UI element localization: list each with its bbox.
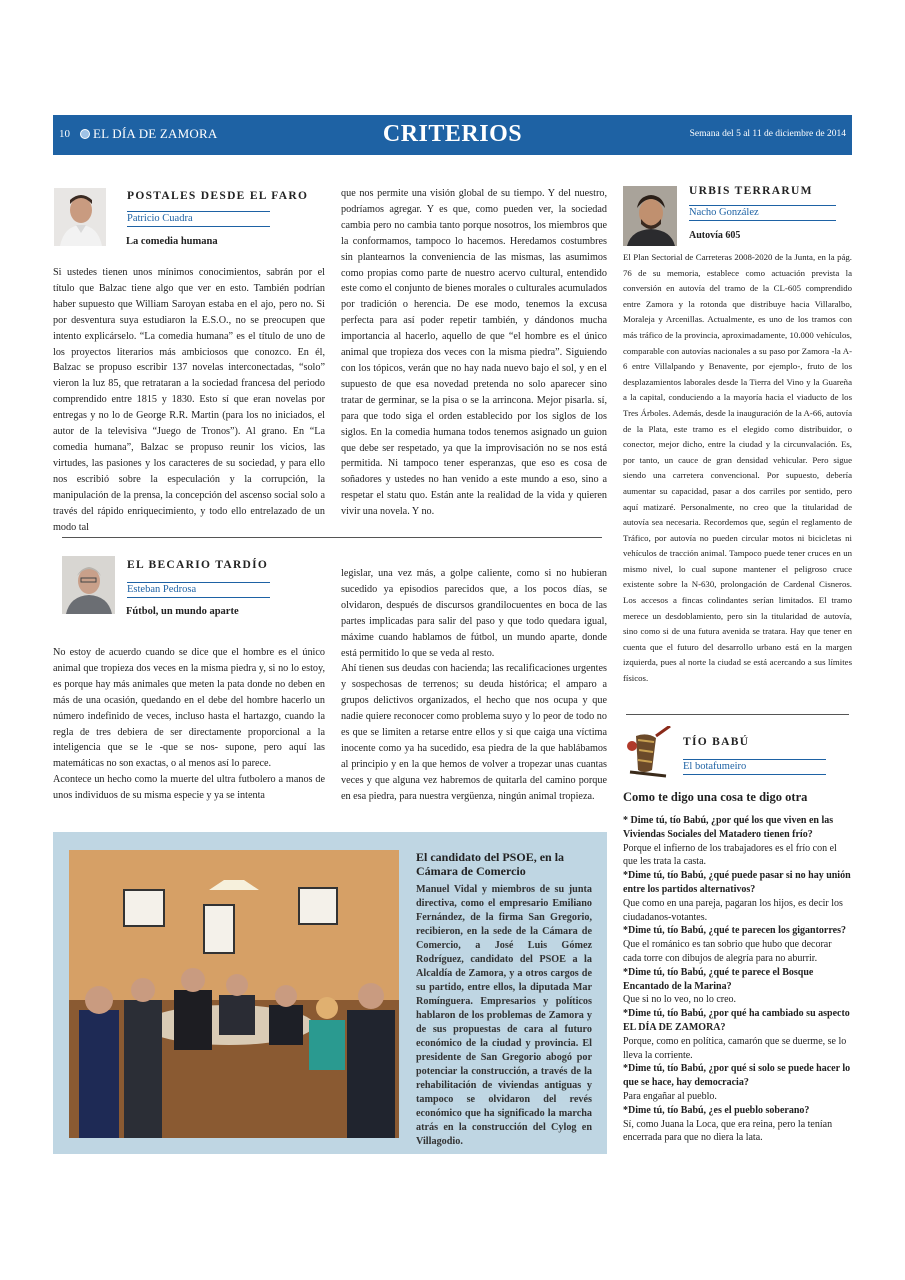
botafumeiro-icon xyxy=(622,726,672,780)
meeting-photo xyxy=(69,850,399,1138)
qa-answer: Porque el infierno de los trabajadores es el frío con el que les trata la casta. xyxy=(623,842,837,868)
qa-answer: Sí, como Juana la Loca, que era reina, pero la tenían encerrada para que no diera la lata. xyxy=(623,1118,833,1144)
article-body-postales-col2 xyxy=(341,186,607,520)
author-link-esteban[interactable]: Esteban Pedrosa xyxy=(127,582,270,598)
tiobabu-heading: Como te digo una cosa te digo otra xyxy=(623,790,808,804)
article-title-postales: La comedia humana xyxy=(126,236,218,247)
qa-question: *Dime tú, tío Babú, ¿qué puede pasar si no hay unión entre los partidos alternativos? xyxy=(623,870,851,895)
paragraph: Ahí tienen sus deudas con hacienda; las recalificaciones urgentes y sospechosas de terrenos; su deuda histórica; el amparo a grupos delictivos organizados, el hecho que nos ocupa y que nadie quiere reconocer como problema suyo y lo peor de todo no es que se limiten a retarse entre ellos y si que caiga una víctima inocente como ya ha sucedido, esa piedra de la que hablábamos al principio y en la que hemos de volver a tropezar unas cuantas veces y que alguna vez habremos de quitarla del camino porque en esa piedra, para nuestra vergüenza, ningún animal tropieza. xyxy=(341,663,607,802)
photo-caption-title: El candidato del PSOE, en la Cámara de Comercio xyxy=(416,850,565,878)
article-body-postales-col1 xyxy=(53,265,325,535)
section-divider xyxy=(626,714,849,715)
column-title-becario: EL BECARIO TARDÍO xyxy=(127,559,269,571)
article-title-becario: Fútbol, un mundo aparte xyxy=(126,606,239,617)
qa-question: * Dime tú, tío Babú, ¿por qué los que viven en las Viviendas Sociales del Matadero tienen frío? xyxy=(623,815,834,840)
column-title-tiobabu: TÍO BABÚ xyxy=(683,736,750,748)
paragraph: No estoy de acuerdo cuando se dice que el hombre es el único animal que tropieza dos veces en la misma piedra y, si no lo estoy, es porque hay más animales que meten la pata donde no deben en más de una ocasión, quedando en el debe del hombre hacerlo un número indefinido de veces, incluso hasta el hartazgo, cuando la regla de tres debiera de ser directamente proporcional a la inteligencia que se le -que se nos- supone, pero aquí las matemáticas no son exactas, o al menos así lo parece. xyxy=(53,647,325,770)
issue-date: Semana del 5 al 11 de diciembre de 2014 xyxy=(689,129,846,139)
qa-answer: Porque, como en política, camarón que se duerme, se lo lleva la corriente. xyxy=(623,1035,847,1061)
paragraph: que nos permite una visión global de su tiempo. Y del nuestro, podríamos agregar. Y es que, como pueden ver, la sociedad cambia pero no cambia tanto porque nosotros, los miembros que la conformamos, tampoco lo hacemos. Heredamos costumbres sin plantearnos la conveniencia de las mismas, las asumimos como propias como parte de nuestro acervo cultural, entendido este como el conjunto de bienes morales o culturales acumulados por tradición o herencia. De ese modo, tenemos la excusa perfecta para así poder repetir también, y dándonos mucha importancia al hacerlo, aquello de que “el hombre es el único animal que tropieza dos veces con la misma piedra”. Siguiendo con los tópicos, verán que no hay nada nuevo bajo el sol, y en el supuesto de que esa novedad pretenda no solo aparecer sino tratar de germinar, se la pisa o se la arrincona. Mejor pisarla. sí, para que todo siga el orden establecido por los siglos de los siglos. En la comedia humana todos tenemos asignado un guion que debe ser respetado, ya que la improvisación no se nos está permitida. Ni tampoco tener esperanzas, que eso es cosa de soñadores y ustedes no han venido a este mundo a eso, sino a respetar el statu quo. Están ante la realidad de la vida y quieren vivir una novela. Y no. xyxy=(341,188,607,518)
qa-question: *Dime tú, tío Babú, ¿por qué ha cambiado su aspecto EL DÍA DE ZAMORA? xyxy=(623,1008,850,1033)
section-divider xyxy=(62,537,602,538)
qa-question: *Dime tú, tío Babú, ¿por qué si solo se puede hacer lo que se hace, hay democracia? xyxy=(623,1063,851,1089)
brand-name: EL DÍA DE ZAMORA xyxy=(93,126,218,141)
author-link-patricio[interactable]: Patricio Cuadra xyxy=(127,211,270,227)
qa-question: *Dime tú, tío Babú, ¿qué te parece el Bosque Encantado de la Marina? xyxy=(623,966,814,992)
qa-answer: Para engañar al pueblo. xyxy=(623,1090,717,1102)
page-header xyxy=(53,115,852,155)
author-photo-patricio xyxy=(54,188,106,246)
author-link-botafumeiro[interactable]: El botafumeiro xyxy=(683,759,826,775)
qa-question: *Dime tú, tío Babú, ¿es el pueblo soberano? xyxy=(623,1104,810,1116)
page-number: 10 xyxy=(59,128,70,140)
article-title-urbis: Autovía 605 xyxy=(689,230,741,241)
qa-answer: Que si no lo veo, no lo creo. xyxy=(623,994,737,1006)
paragraph: Si ustedes tienen unos mínimos conocimientos, sabrán por el título que Balzac tiene algo que ver en esto. También podrían haber supuesto que William Saroyan estaba en el ajo, pero no. Si por desventura suya estudiaron la E.S.O., no se preocupen que intento explicárselo. “La comedia humana” es el título de uno de los proyectos literarios más ambiciosos que conozco. En él, Balzac se propuso escribir 137 novelas interconectadas, “solo” vieron la luz 85, que retrataran a la sociedad francesa del periodo comprendido entre 1815 y 1830. Esto sí que eran novelas por entregas y no lo de George R.R. Martin (para los no iniciados, el autor de la televisiva “Juego de Tronos”). Al grano. En “La comedia humana”, Balzac se propuso reunir los vicios, las virtudes, las pasiones y los caracteres de su sociedad, y para ello nos escribió sobre la especulación y la corrupción, la manipulación de la prensa, la concepción del ascenso social solo a través del rápido enriquecimiento, y todo ello entrelazado de un modo tal xyxy=(53,267,325,533)
paragraph: legislar, una vez más, a golpe caliente, como si no hubieran sucedido ya episodios parecidos que, a los pocos días, se olvidaron, después de discursos grandilocuentes en boca de las partes implicadas para salir del paso y que todo quedara igual, máxime cuando hablamos de fútbol, un mundo aparte, donde está permitido lo que se veda al resto. xyxy=(341,568,607,659)
qa-question: *Dime tú, tío Babú, ¿qué te parecen los gigantorres? xyxy=(623,925,846,937)
article-body-becario-col1 xyxy=(53,645,325,804)
tiobabu-qa-list xyxy=(623,814,852,1145)
section-title: CRITERIOS xyxy=(382,121,523,147)
article-body-becario-col2 xyxy=(341,566,607,805)
photo-feature-box xyxy=(53,832,607,1154)
author-photo-nacho xyxy=(623,186,677,246)
qa-answer: Que como en una pareja, pagaran los hijos, es decir los ciudadanos-votantes. xyxy=(623,897,843,923)
author-photo-esteban xyxy=(62,556,115,614)
column-title-postales: POSTALES DESDE EL FARO xyxy=(127,190,309,202)
author-link-nacho[interactable]: Nacho González xyxy=(689,205,836,221)
column-title-urbis: URBIS TERRARUM xyxy=(689,185,813,197)
qa-answer: Que el románico es tan sobrio que hubo que decorar cada torre con dibujos de alegría para no aburrir. xyxy=(623,939,832,964)
article-body-urbis: El Plan Sectorial de Carreteras 2008-2020 de la Junta, en la pág. 76 de su memoria, establece como actuación prevista la conversión en autovía del tramo de la CL-605 comprendido entre Zamora y la rotonda que distribuye hacia Villaralbo, Moraleja y Arcenillas. Actualmente, es uno de los tramos con más tráfico de la provincia, aproximadamente, 10.000 vehículos, comparable con autovías nacionales a su paso por Zamora -la A-6 entre Villalpando y Benavente, por ejemplo-, fruto de los desplazamientos laborales desde la Tierra del Vino y la Guareña a la capital, conduciendo a la mayoría hacia el viaducto de los Tres Árboles. Además, desde la inauguración de la A-66, autovía de la Plata, este tramo es el elegido como distribuidor, o conector, mejor dicho, entre la ciudad y la circunvalación. Es, por tanto, un cauce de gran densidad vehicular. Pero sigue siendo una carretera convencional. Por supuesto, debería aumentar su capacidad, pasar a dos carriles por sentido, pero aquí matizaré. Personalmente, no creo que la titularidad de autovía sea necesaria. Recordemos que, según el reglamento de Tráfico, por autovía no pueden circular motos ni bicicletas ni vehículos de tracción animal. Tampoco puede tener cruces en un mismo nivel, lo cual supone mantener el peligroso cruce existente sobre la N-630, prolongación de Cardenal Cisneros. Los accesos a fincas colindantes serían limitados. El tramo merece un desdoblamiento, pero sin la titularidad de autovía, sino como si de una futura avenida se tratara. Hay que tener en cuenta que el futuro del desarrollo urbano está en la margen izquierda, pues al norte la ciudad se está acercando a sus límites físicos. xyxy=(623,252,852,684)
paragraph: Acontece un hecho como la muerte del ultra futbolero a manos de unos individuos de su misma especie y ya se intenta xyxy=(53,774,325,802)
photo-caption-text: Manuel Vidal y miembros de su junta directiva, como el empresario Emiliano Fernández, de la firma San Gregorio, recibieron, en la sede de la Cámara de Comercio, a José Luis Gómez Rodríguez, candidato del PSOE a la Alcaldía de Zamora, y a otros cargos de su partido, entre ellos, la diputada Mar Romínguera. Empresarios y políticos hablaron de los problemas de Zamora y de sus propuestas de cara al futuro económico de la ciudad y provincia. El presidente de San Gregorio abogó por potenciar la construcción, a través de la rehabilitación de viviendas antiguas y tampoco se olvidaron del revés económico que ha significado la marcha atrás en la construcción del Cylog en Villagodio. xyxy=(416,884,592,1147)
